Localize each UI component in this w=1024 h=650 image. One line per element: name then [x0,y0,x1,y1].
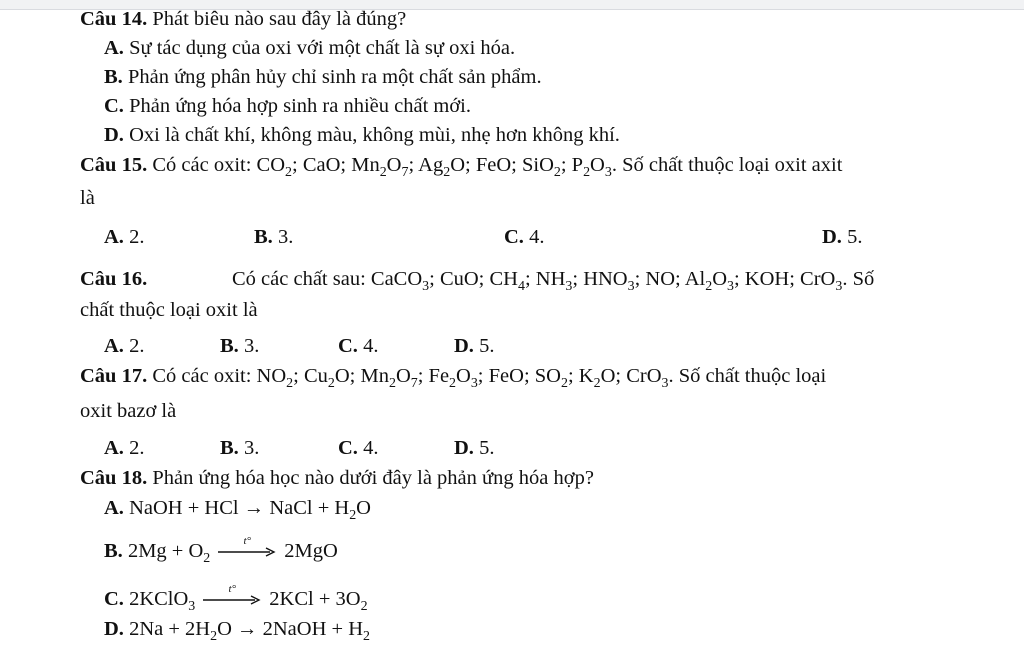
q14-option-b: B. Phản ứng phân hủy chỉ sinh ra một chất sản phẩm. [104,66,542,88]
q18-option-b: B. $2Mg + O_2$ t° 2MgO [104,535,338,566]
formula-cuo: CuO [439,268,479,290]
question-16-stem: Có các chất sau: CaCO$_3$; CuO; $CH_4$; $NH_3$; $HNO_3$; NO; $Al_2O_3$; KOH; CrO$_3$. Số [232,268,875,294]
question-18-stem: Câu 18. Phản ứng hóa học nào dưới đây là phản ứng hóa hợp? [80,467,594,489]
q15-option-c: C. 4. [504,226,545,248]
question-number: Câu 18. [80,467,148,489]
formula-nh3: $NH_3$ [535,268,573,294]
formula-sio2: SiO$_2$ [521,154,561,180]
formula-feo: FeO [488,365,524,387]
q14-option-c: C. Phản ứng hóa hợp sinh ra nhiều chất mới. [104,95,472,117]
formula-so2: $SO_2$ [534,365,568,391]
formula-cro3: CrO$_3$ [800,268,843,294]
formula-fe2o3: $Fe_2O_3$ [428,365,478,391]
q15-option-d: D. 5. [822,226,863,248]
q18-option-a: A. NaOH + HCl → NaCl + $H_2O$ [104,497,371,523]
q16-option-d: D. 5. [454,335,495,357]
right-arrow-icon: → [237,618,258,640]
q17-option-d: D. 5. [454,437,495,459]
formula-al2o3: $Al_2O_3$ [684,268,734,294]
formula-ch4: $CH_4$ [489,268,525,294]
q16-option-b: B. 3. [220,335,260,357]
q17-option-b: B. 3. [220,437,260,459]
q18-option-c: C. 2KClO$_3$ t° $2KCl + 3O_2$ [104,583,368,614]
question-15-stem: Câu 15. Có các oxit: $CO_2$; CaO; $Mn_2O_7$; $Ag_2O$; FeO; SiO$_2$; $P_2O_3$. Số chất thuộc loại oxit axit [80,154,843,180]
formula-no: NO [645,268,676,290]
question-16-cont: chất thuộc loại oxit là [80,299,258,321]
q15-option-b: B. 3. [254,226,294,248]
question-17-stem: Câu 17. Có các oxit: $NO_2$; $Cu_2O$; $Mn_2O_7$; $Fe_2O_3$; FeO; $SO_2$; $K_2O$; CrO$_3$. Số chất thuộc loại [80,365,827,391]
formula-cao: CaO [302,154,341,176]
question-number: Câu 15. [80,154,148,176]
formula-p2o3: $P_2O_3$ [571,154,612,180]
formula-mn2o7: $Mn_2O_7$ [351,154,409,180]
question-17-cont: oxit bazơ là [80,400,177,422]
heat-arrow-icon: t° [201,590,263,610]
right-arrow-icon: → [243,497,265,519]
question-16-number: Câu 16. [80,268,148,290]
q14-option-d: D. Oxi là chất khí, không màu, không mùi, nhẹ hơn không khí. [104,124,620,146]
question-number: Câu 17. [80,365,148,387]
formula-k2o: $K_2O$ [578,365,616,391]
q14-option-a: A. Sự tác dụng của oxi với một chất là sự oxi hóa. [104,37,516,59]
formula-caco3: CaCO$_3$ [370,268,430,294]
formula-hno3: $HNO_3$ [583,268,635,294]
q15-option-a: A. 2. [104,226,145,248]
question-14-stem: Câu 14. Phát biêu nào sau đây là đúng? [80,8,407,30]
formula-koh: KOH [744,268,790,290]
formula-cro3: CrO$_3$ [626,365,669,391]
formula-mn2o7: $Mn_2O_7$ [360,365,418,391]
question-15-cont: là [80,187,95,209]
heat-arrow-icon: t° [216,542,278,562]
formula-ag2o: $Ag_2O$ [418,154,465,180]
q16-option-c: C. 4. [338,335,379,357]
q17-option-a: A. 2. [104,437,145,459]
formula-cu2o: $Cu_2O$ [303,365,350,391]
q18-option-d: D. $2Na + 2H_2O$ → 2NaOH + $H_2$ [104,618,370,644]
formula-co2: $CO_2$ [256,154,292,180]
formula-no2: $NO_2$ [256,365,294,391]
q16-option-a: A. 2. [104,335,145,357]
question-number: Câu 14. [80,8,148,30]
q17-option-c: C. 4. [338,437,379,459]
formula-feo: FeO [475,154,512,176]
